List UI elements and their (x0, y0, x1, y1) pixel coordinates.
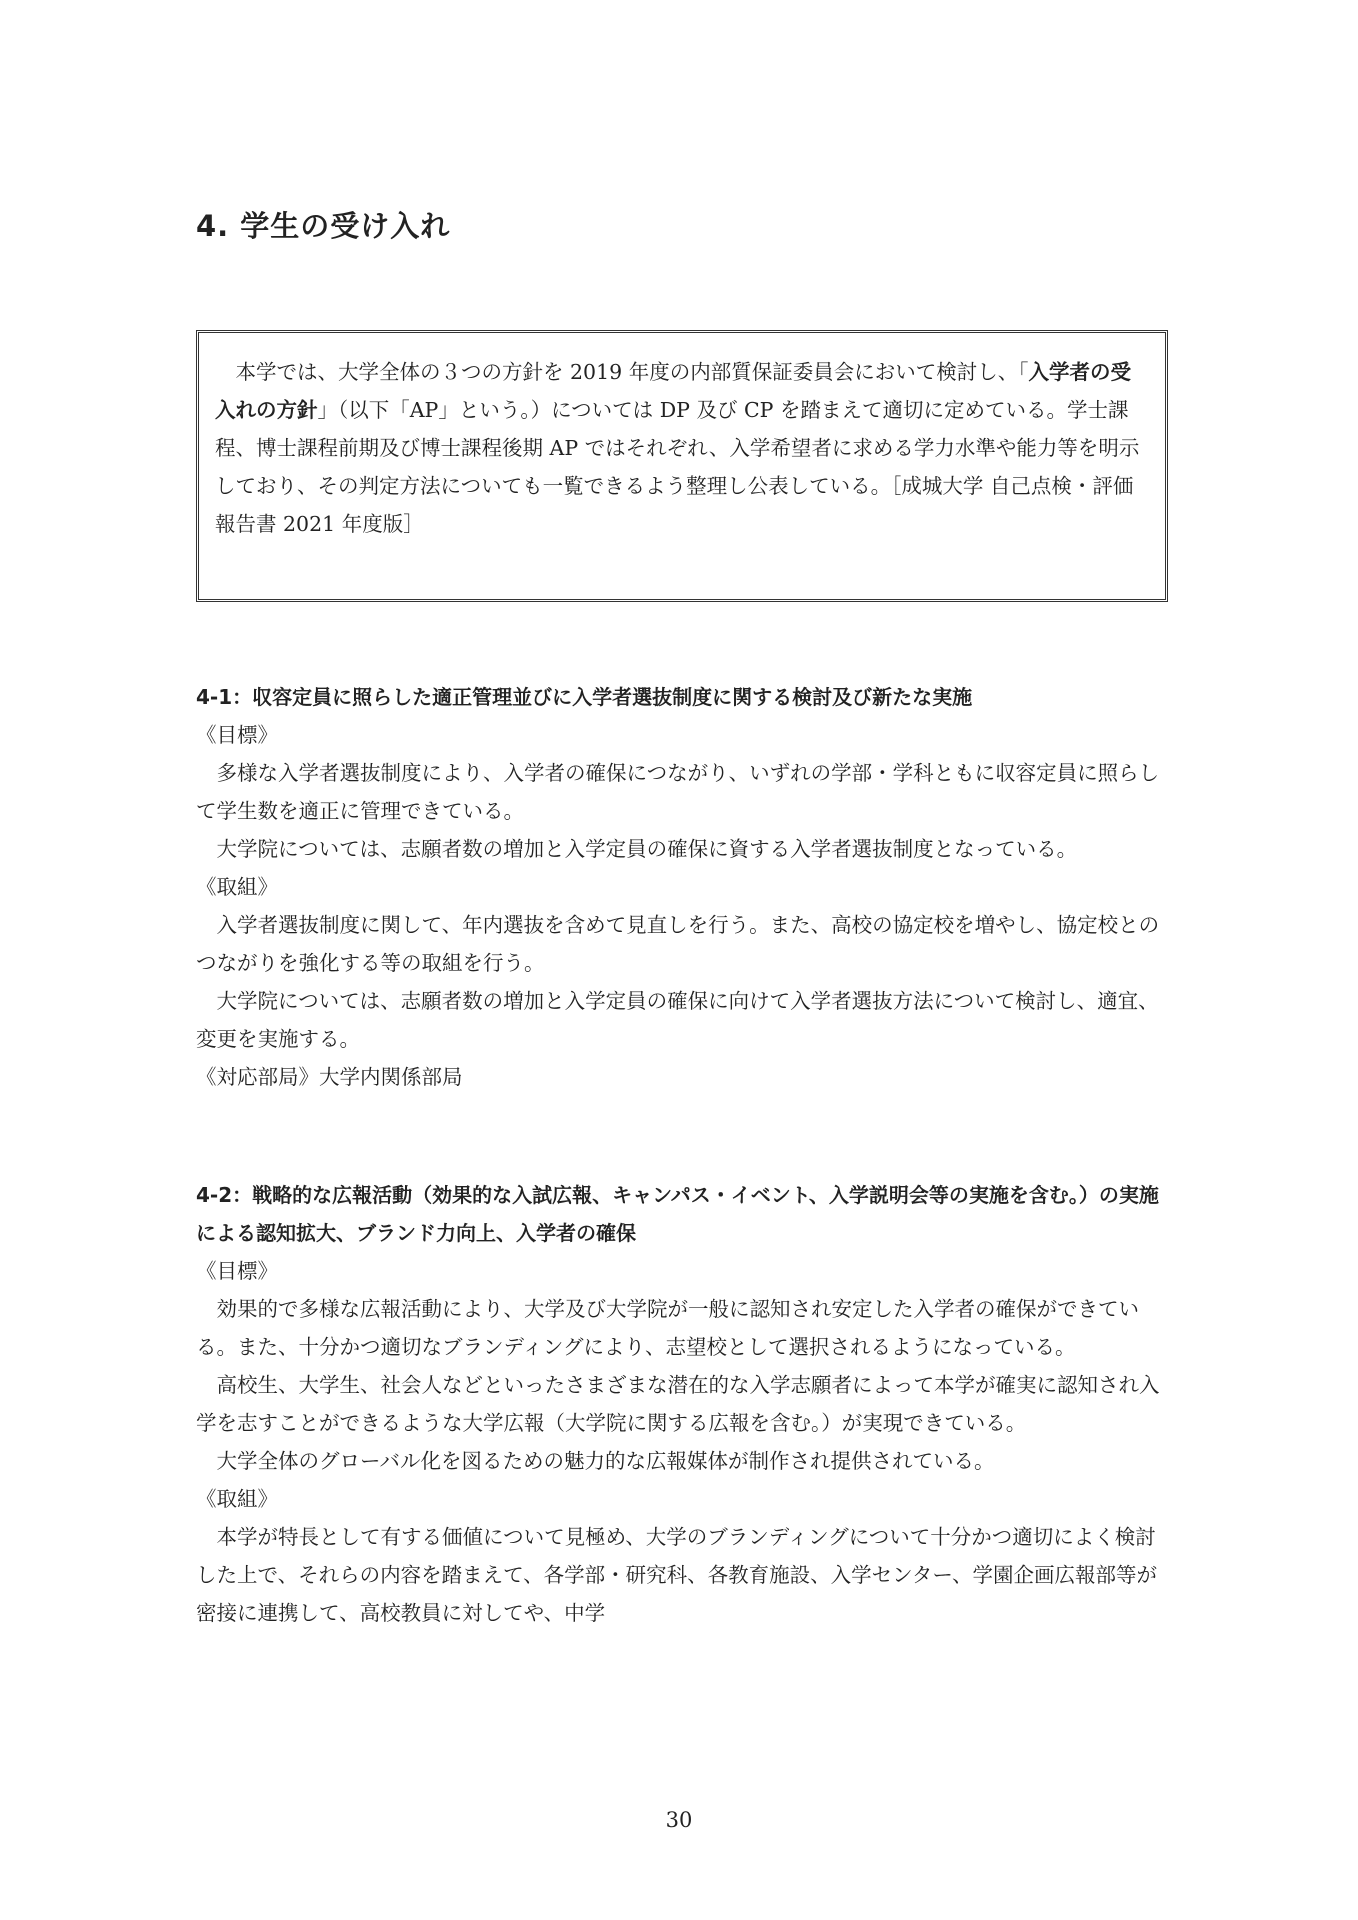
page-number: 30 (665, 1808, 693, 1832)
goal-paragraph: 高校生、大学生、社会人などといったさまざまな潜在的な入学志願者によって本学が確実に認知され入学を志すことができるような大学広報（大学院に関する広報を含む。）が実現できている。 (196, 1373, 1160, 1435)
action-paragraph: 大学院については、志願者数の増加と入学定員の確保に向けて入学者選抜方法について検討し、適宜、変更を実施する。 (196, 989, 1159, 1051)
action-label: 《取組》 (196, 1487, 278, 1511)
section-4-2 (196, 1176, 1176, 1632)
section-title: 4-1：収容定員に照らした適正管理並びに入学者選抜制度に関する検討及び新たな実施 (196, 685, 973, 709)
summary-bold-term: 入学者の受入れの方針 (215, 360, 1131, 422)
goal-paragraph: 多様な入学者選抜制度により、入学者の確保につながり、いずれの学部・学科ともに収容定員に照らして学生数を適正に管理できている。 (196, 761, 1160, 823)
section-heading: 4. 学生の受け入れ (196, 209, 451, 243)
summary-box (196, 330, 1168, 602)
action-paragraph: 入学者選抜制度に関して、年内選抜を含めて見直しを行う。また、高校の協定校を増やし、協定校とのつながりを強化する等の取組を行う。 (196, 913, 1160, 975)
goal-label: 《目標》 (196, 723, 278, 747)
section-title: 4-2：戦略的な広報活動（効果的な入試広報、キャンパス・イベント、入学説明会等の実施を含む。）の実施による認知拡大、ブランド力向上、入学者の確保 (196, 1183, 1159, 1245)
department-line: 《対応部局》大学内関係部局 (196, 1065, 463, 1089)
action-paragraph: 本学が特長として有する価値について見極め、大学のブランディングについて十分かつ適切によく検討した上で、それらの内容を踏まえて、各学部・研究科、各教育施設、入学センター、学園企画広報部等が密接に連携して、高校教員に対してや、中学 (196, 1525, 1158, 1625)
goal-paragraph: 効果的で多様な広報活動により、大学及び大学院が一般に認知され安定した入学者の確保ができている。また、十分かつ適切なブランディングにより、志望校として選択されるようになっている。 (196, 1297, 1139, 1359)
goal-paragraph: 大学院については、志願者数の増加と入学定員の確保に資する入学者選抜制度となっている。 (216, 837, 1078, 861)
goal-label: 《目標》 (196, 1259, 278, 1283)
summary-text: 本学では、大学全体の３つの方針を 2019 年度の内部質保証委員会において検討し、「入学者の受入れの方針」（以下「AP」という。）については DP 及び CP を踏まえて適切に定めている。学士課程、博士課程前期及び博士課程後期 AP ではそれぞれ、入学希望者に求める学力水準や能力等を明示しており、その判定方法についても一覧できるよう整理し公表している。［成城大学 自己点検・評価報告書 2021 年度版］ (215, 360, 1140, 536)
section-4-1 (196, 678, 1176, 1096)
action-label: 《取組》 (196, 875, 278, 899)
goal-paragraph: 大学全体のグローバル化を図るための魅力的な広報媒体が制作され提供されている。 (216, 1449, 995, 1473)
